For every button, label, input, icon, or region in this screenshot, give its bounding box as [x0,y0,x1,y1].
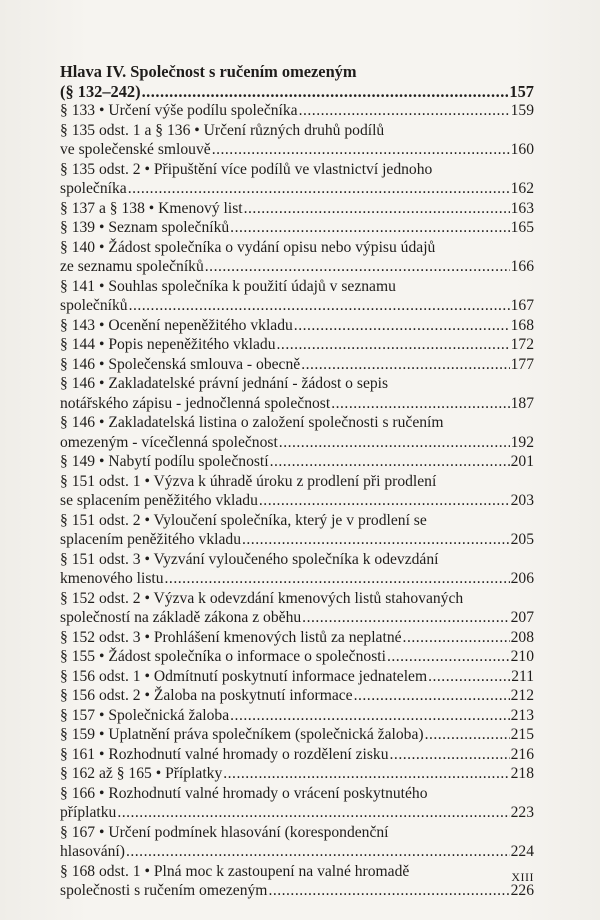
toc-entry-line [60,862,534,882]
toc-entry-text: kmenového listu [60,570,164,587]
toc-entry [60,784,534,823]
leader-dots [223,764,509,784]
toc-entry-text: příplatku [60,804,117,821]
toc-page-number: 159 [510,102,534,119]
toc-page-number: 160 [510,141,534,158]
toc-entry [60,550,534,589]
toc-entry-line [60,706,534,726]
chapter-page-number: 157 [509,81,534,101]
toc-entry-line [60,374,534,394]
toc-entry-text: hlasování) [60,843,125,860]
leader-dots [230,706,509,726]
chapter-range-line [60,82,534,102]
toc-entry-line [60,803,534,823]
toc-entry-line [60,686,534,706]
toc-entry-text: § 151 odst. 1 • Výzva k úhradě úroku z prodlení při prodlení [60,472,437,490]
toc-page-number: 208 [510,628,534,646]
leader-dots [302,608,509,628]
leader-dots [242,530,510,550]
toc-entry-text: § 159 • Uplatnění práva společníkem (společnická žaloba) [60,726,424,743]
toc-page-number: 201 [510,453,534,470]
toc-entry-text: § 133 • Určení výše podílu společníka [60,102,298,119]
leader-dots [331,394,509,414]
toc-entry-text: § 135 odst. 2 • Připuštění více podílů ve vlastnictví jednoho [60,160,433,178]
chapter-range: (§ 132–242) [60,81,141,101]
toc-page-number: 226 [510,882,534,899]
toc-entry-text: omezeným - vícečlenná společnost [60,433,278,451]
toc-entry [60,823,534,862]
leader-dots [129,296,510,316]
toc-entry [60,277,534,316]
toc-entry [60,647,534,667]
toc-page-number: 206 [510,570,534,587]
toc-entry-line [60,413,534,433]
toc-entry-line [60,725,534,745]
toc-entry-line [60,569,534,589]
toc-entry-text: § 155 • Žádost společníka o informace o společnosti [60,648,386,665]
toc-entry-text: § 161 • Rozhodnutí valné hromady o rozdělení zisku [60,745,389,763]
toc-page-number: 163 [510,199,534,217]
toc-entry-text: § 156 odst. 1 • Odmítnutí poskytnutí informace jednatelem [60,667,428,685]
leader-dots [142,82,509,102]
toc-entry-text: § 135 odst. 1 a § 136 • Určení různých druhů podílů [60,121,385,139]
toc-entry [60,160,534,199]
toc-entry [60,218,534,238]
toc-entry-line [60,335,534,355]
toc-entry-text: ze seznamu společníků [60,258,204,275]
toc-entry-text: ve společenské smlouvě [60,141,211,158]
toc-entry-line [60,764,534,784]
toc-entry-line [60,121,534,141]
toc-entry-line [60,608,534,628]
toc-entry [60,511,534,550]
toc-page-number: 162 [510,180,534,197]
leader-dots [299,101,510,121]
chapter-title: Hlava IV. Společnost s ručením omezeným [60,62,357,81]
toc-entry [60,238,534,277]
leader-dots [354,686,510,706]
leader-dots [165,569,510,589]
toc-entry-text: § 151 odst. 2 • Vyloučení společníka, který je v prodlení se [60,511,427,529]
leader-dots [259,491,510,511]
toc-entry-line [60,784,534,804]
leader-dots [230,218,509,238]
toc-entry [60,316,534,336]
leader-dots [244,199,510,219]
toc-entry-line [60,140,534,160]
toc-entry [60,335,534,355]
toc-entry-text: společníka [60,180,127,197]
toc-entry [60,589,534,628]
toc-page-number: 187 [510,394,534,412]
toc-entry-line [60,452,534,472]
toc-page-number: 172 [510,336,534,353]
leader-dots [279,433,510,453]
toc-entry [60,374,534,413]
toc-page-number: 207 [510,609,534,626]
leader-dots [128,179,510,199]
toc-entry [60,686,534,706]
toc-entry-line [60,394,534,414]
toc-entry-text: § 140 • Žádost společníka o vydání opisu nebo výpisu údajů [60,238,436,256]
toc-entry-text: § 137 a § 138 • Kmenový list [60,199,243,217]
toc-entry [60,199,534,219]
toc-entry-text: § 152 odst. 2 • Výzva k odevzdání kmenových listů stahovaných [60,589,464,607]
leader-dots [301,355,509,375]
toc-entry-text: § 139 • Seznam společníků [60,219,230,236]
toc-entry-text: § 157 • Společnická žaloba [60,706,230,724]
toc-entry-line [60,277,534,297]
leader-dots [205,257,510,277]
toc-entry-line [60,179,534,199]
leader-dots [126,842,510,862]
toc-page-number: 165 [510,219,534,236]
toc-entry-line [60,823,534,843]
toc-entry [60,706,534,726]
toc-entry-text: § 166 • Rozhodnutí valné hromady o vrácení poskytnutého [60,784,428,802]
toc-entry-line [60,511,534,531]
toc-page-number: 211 [511,667,534,685]
leader-dots [403,628,510,648]
toc-entry [60,121,534,160]
leader-dots [428,667,510,687]
toc-page-number: 213 [510,706,534,724]
toc-entry-line [60,433,534,453]
toc-entry-text: společnosti s ručením omezeným [60,882,268,899]
toc-entry [60,745,534,765]
toc-entry-text: § 149 • Nabytí podílu společností [60,453,269,470]
toc-page-number: 203 [510,492,534,509]
toc-entry-text: § 146 • Společenská smlouva - obecně [60,355,301,373]
toc-entry-line [60,628,534,648]
toc-entry-text: § 146 • Zakladatelská listina o založení společnosti s ručením [60,414,444,431]
toc-entry-text: § 162 až § 165 • Příplatky [60,765,223,782]
toc-page-number: 168 [510,316,534,334]
toc-entry [60,472,534,511]
toc-entry-text: společností na základě zákona z oběhu [60,609,302,626]
leader-dots [270,452,510,472]
toc-entry-line [60,218,534,238]
toc-page-number: 205 [510,531,534,548]
toc-entry-line [60,101,534,121]
toc-entry-text: se splacením peněžitého vkladu [60,492,258,509]
toc-page-number: 167 [510,297,534,314]
toc-entry-text: § 152 odst. 3 • Prohlášení kmenových listů za neplatné [60,628,402,646]
toc-entry-text: § 141 • Souhlas společníka k použití údajů v seznamu [60,277,396,295]
toc-entry-line [60,745,534,765]
toc-entry-line [60,647,534,667]
leader-dots [294,316,510,336]
toc-entry-line [60,667,534,687]
toc-entry-line [60,530,534,550]
toc-entry-line [60,257,534,277]
toc-entry-line [60,199,534,219]
toc-entry-text: § 156 odst. 2 • Žaloba na poskytnutí informace [60,687,353,704]
toc-entry-line [60,491,534,511]
toc-entry [60,355,534,375]
toc-entry-text: § 167 • Určení podmínek hlasování (korespondenční [60,823,389,841]
toc-entry [60,628,534,648]
leader-dots [387,647,510,667]
toc-page-number: 216 [510,745,534,763]
toc-page-number: 218 [510,765,534,782]
toc-entry-line [60,550,534,570]
leader-dots [425,725,510,745]
chapter-heading [60,62,534,101]
toc-entry-line [60,296,534,316]
toc-entry-text: splacením peněžitého vkladu [60,531,241,548]
toc-entry-text: § 146 • Zakladatelské právní jednání - žádost o sepis [60,375,389,392]
leader-dots [390,745,510,765]
leader-dots [268,881,509,901]
toc-entry-text: § 151 odst. 3 • Vyzvání vyloučeného společníka k odevzdání [60,550,439,568]
toc-entry-text: notářského zápisu - jednočlenná společnost [60,394,331,412]
toc-entry-line [60,881,534,901]
toc-page-number: 166 [510,258,534,275]
toc-entry-text: společníků [60,297,128,314]
toc-entry-line [60,355,534,375]
toc-entry-line [60,842,534,862]
page-folio: XIII [511,870,534,884]
toc-page-number: 224 [510,843,534,860]
toc-entry [60,764,534,784]
toc-page-number: 210 [510,648,534,665]
toc-entry-text: § 143 • Ocenění nepeněžitého vkladu [60,316,293,334]
toc-entry-line [60,238,534,258]
toc-entry [60,452,534,472]
table-of-contents [60,62,534,901]
toc-entry-line [60,472,534,492]
toc-page-number: 212 [510,687,534,704]
toc-entry [60,862,534,901]
toc-page-number: 223 [510,804,534,821]
toc-entry-line [60,160,534,180]
leader-dots [117,803,509,823]
leader-dots [277,335,510,355]
toc-page-number: 192 [510,433,534,451]
toc-entry [60,413,534,452]
leader-dots [212,140,510,160]
toc-entry-line [60,589,534,609]
toc-entry-line [60,316,534,336]
toc-entry [60,667,534,687]
toc-page-number: 177 [510,355,534,373]
toc-entry [60,725,534,745]
toc-entry-text: § 168 odst. 1 • Plná moc k zastoupení na valné hromadě [60,862,410,880]
toc-entry [60,101,534,121]
toc-entry-text: § 144 • Popis nepeněžitého vkladu [60,336,276,353]
toc-page-number: 215 [510,726,534,743]
